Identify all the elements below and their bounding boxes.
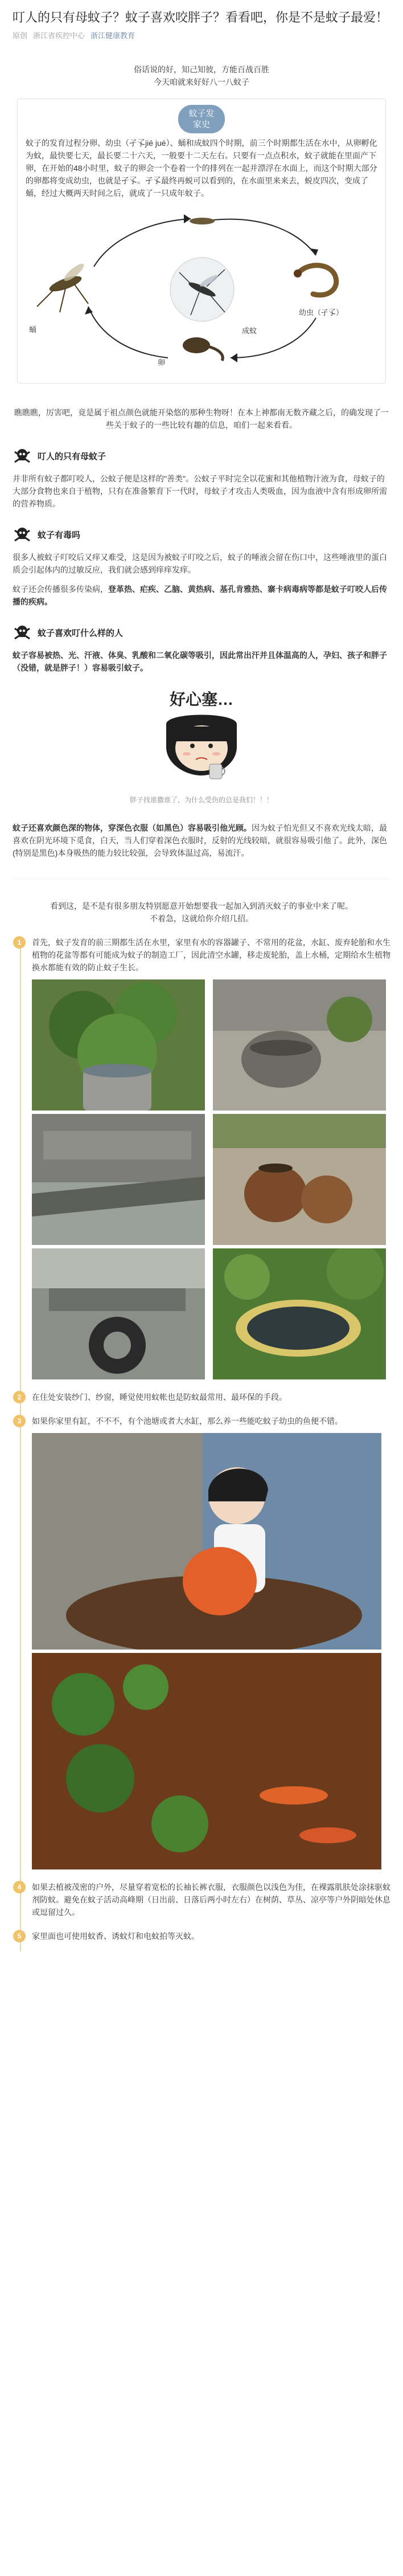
tip-1-photo-grid <box>32 979 390 1379</box>
lifecycle-card <box>17 99 386 383</box>
tip-3 <box>17 1415 390 1869</box>
source-tag: 原创 <box>13 31 28 40</box>
meme-banner-text: 好心塞… <box>169 691 234 708</box>
skull-icon <box>13 525 32 544</box>
tip-5-text: 家里面也可使用蚊香、诱蚊灯和电蚊拍等灭蚊。 <box>32 1932 199 1941</box>
section-heading-2 <box>13 525 390 544</box>
article-title: 叮人的只有母蚊子？蚊子喜欢咬胖子？看看吧，你是不是蚊子最爱！ <box>13 10 389 25</box>
arrow-pupa-to-adult <box>88 307 168 358</box>
section-2-text-2-plain: 蚊子还会传播很多传染病， <box>13 585 108 594</box>
tips-timeline <box>13 936 390 1952</box>
outro-line-2: 不着急，这就给你介绍几招。 <box>150 914 253 923</box>
intro-line-1: 俗话说的好，知己知彼，方能百战百胜 <box>134 65 269 74</box>
article-meta <box>13 30 390 40</box>
photo-fish-jar <box>32 1433 390 1650</box>
paragraph-dark-colors-plain: 因为蚊子怕光但又不喜欢光线太暗，最喜欢在阴光环境下觅食，白天，当人们穿着深色衣服时，反射的光线较暗，就很容易吸引他了。此外，深色(特别是黑色)本身吸热的能力较比较强，会导致体温过高，易流汗。 <box>13 823 387 858</box>
lifecycle-diagram <box>26 204 377 375</box>
account-link[interactable]: 浙江健康教育 <box>91 31 135 40</box>
section-2-text-2 <box>13 583 390 608</box>
intro-line-2: 今天咱就来好好八一八蚊子 <box>154 77 249 87</box>
tip-number-badge: 1 <box>13 936 26 949</box>
tip-number-badge: 3 <box>13 1415 26 1427</box>
tip-2 <box>17 1391 390 1403</box>
photo-tires <box>32 1248 209 1379</box>
tip-1 <box>17 936 390 1379</box>
section-2-text: 很多人被蚊子叮咬后又痒又难受，这是因为被蚊子叮咬之后，蚊子的唾液会留在伤口中，这些唾液里的蛋白质会引起体内的过敏反应，我们就会感到痒痒发痒。 <box>13 553 387 574</box>
lifecycle-badge-line-2: 家史 <box>192 120 210 129</box>
arrow-egg-to-larva <box>213 219 316 255</box>
section-2-text-2-bold: 登革热、疟疾、乙脑、黄热病、基孔肯雅热、寨卡病毒病等都是蚊子叮咬人后传播的疾病。 <box>13 585 387 606</box>
outro-line-1: 看到这，是不是有很多朋友特别愿意开始想要我一起加入到消灭蚊子的事业中来了呢。 <box>50 901 353 911</box>
tip-number-badge: 5 <box>13 1930 26 1942</box>
pupa-shape <box>183 337 223 361</box>
tip-number-badge: 2 <box>13 1391 26 1403</box>
arrow-adult-to-egg <box>94 219 191 267</box>
section-heading-2-text: 蚊子有毒吗 <box>38 530 81 540</box>
tip-5 <box>17 1930 390 1952</box>
timeline-line <box>20 938 21 1952</box>
skull-icon <box>13 623 32 642</box>
meme-image <box>13 684 390 793</box>
tip-4-text: 如果去植被茂密的户外，尽量穿着宽松的长袖长裤衣服，衣服颜色以浅色为佳，在裸露肌肤处涂抹驱蚊剂防蚊。避免在蚊子活动高峰期（日出前、日落后两小时左右）在树荫、草丛、凉亭等户外阴暗处休息或逗留过久。 <box>32 1883 390 1917</box>
photo-clay-jars <box>213 1114 390 1245</box>
tip-1-text: 首先，蚊子发育的前三期都生活在水里，家里有水的容器罐子、不常用的花盆，水缸、废弃轮胎和水生植物的花盆等都有可能成为蚊子的制造工厂，因此清空水罐，移走废轮胎，盖上水桶，定期给水生植物换水都能有效的防止蚊子生长。 <box>32 938 390 972</box>
label-pupa: 蛹 <box>29 325 37 334</box>
tip-4 <box>17 1881 390 1918</box>
lifecycle-text: 蚊子的发育过程分卵、幼虫（孑孓jié jué）、蛹和成蚊四个时期，前三个时期都生活在水中，从卵孵化为蚊，最快要七天，最长要二十六天，一般要十二天左右。只要有一点点积水，蚊子就能在里面产下卵，在开始的48小时里，蚊子的卵会一个卷着一个的排列在一起并漂浮在水面上，而这个时期大部分的卵都将变成幼虫，也就是孑孓。孑孓最终再蜕可以看到的，在水面里来来去，蜕皮四次，变成了蛹，经过大概两天时间之后，就成了一只成年蚊子。 <box>26 138 377 198</box>
meme-illustration <box>13 684 390 793</box>
paragraph-meet: 瞧瞧瞧，厉害吧，竟是属于祖点颜色就能开染悠的那种生物呀！在本上神都南无数齐藏之后，的确发现了一些关于蚊子的一些比较有趣的信息，咱们一起来看看。 <box>14 408 389 430</box>
section-3-text: 蚊子容易被热、光、汗液、体臭、乳酸和二氧化碳等吸引，因此常出汗并且体温高的人，孕妇、孩子和胖子（没错，就是胖子！）容易吸引蚊子。 <box>13 651 387 672</box>
tip-number-badge: 4 <box>13 1881 26 1893</box>
paragraph-dark-colors-bold: 蚊子还喜欢颜色深的物体，穿深色衣服（如黑色）容易吸引他光顾。 <box>13 823 252 832</box>
photo-water-bucket <box>213 1248 390 1379</box>
paragraph-dark-colors <box>13 822 390 859</box>
label-adult: 成蚊 <box>242 326 257 335</box>
tip-2-text: 在住处安装纱门、纱窗，睡觉使用蚊帐也是防蚊最常用、最环保的手段。 <box>32 1393 287 1402</box>
photo-potted-plant <box>32 979 209 1111</box>
mosquito-adult-left-shape <box>37 261 88 312</box>
lifecycle-badge-line-1: 蚊子发 <box>188 109 215 119</box>
larva-shape <box>294 266 336 295</box>
photo-stone-pot <box>213 979 390 1111</box>
photo-pond-fish <box>32 1653 390 1869</box>
account-prefix: 浙江省疾控中心 <box>33 31 85 40</box>
label-larva: 幼虫（孑孓） <box>299 308 344 317</box>
tip-3-text: 如果你家里有缸，不不不，有个池塘或者大水缸，那么养一些能吃蚊子幼虫的鱼便不错。 <box>32 1416 343 1426</box>
egg-raft-shape <box>190 218 215 224</box>
photo-roof-gutter <box>32 1114 209 1245</box>
section-heading-1-text: 叮人的只有母蚊子 <box>38 451 106 462</box>
section-heading-3 <box>13 623 390 642</box>
lifecycle-badge <box>178 105 224 133</box>
intro-block <box>13 63 390 88</box>
label-egg: 卵 <box>158 358 166 367</box>
meme-caption: 胖子找谁撒谁了，为什么受伤的总是我们！！！ <box>129 796 273 804</box>
section-1-text: 并非所有蚊子都叮咬人，公蚊子便是这样的"善类"。公蚊子平时完全以花蜜和其他植物汁液为食，母蚊子的大部分食物也来自于植物，只有在准备繁育下一代时，母蚊子才攻击人类吸血，因为血液中含有形成卵所需的营养物质。 <box>13 474 387 508</box>
skull-icon <box>13 446 32 466</box>
section-heading-3-text: 蚊子喜欢叮什么样的人 <box>38 628 124 638</box>
arrow-larva-to-pupa <box>231 318 316 358</box>
section-heading-1 <box>13 446 390 466</box>
lifecycle-arrows <box>26 204 379 375</box>
outro-block <box>13 900 390 925</box>
